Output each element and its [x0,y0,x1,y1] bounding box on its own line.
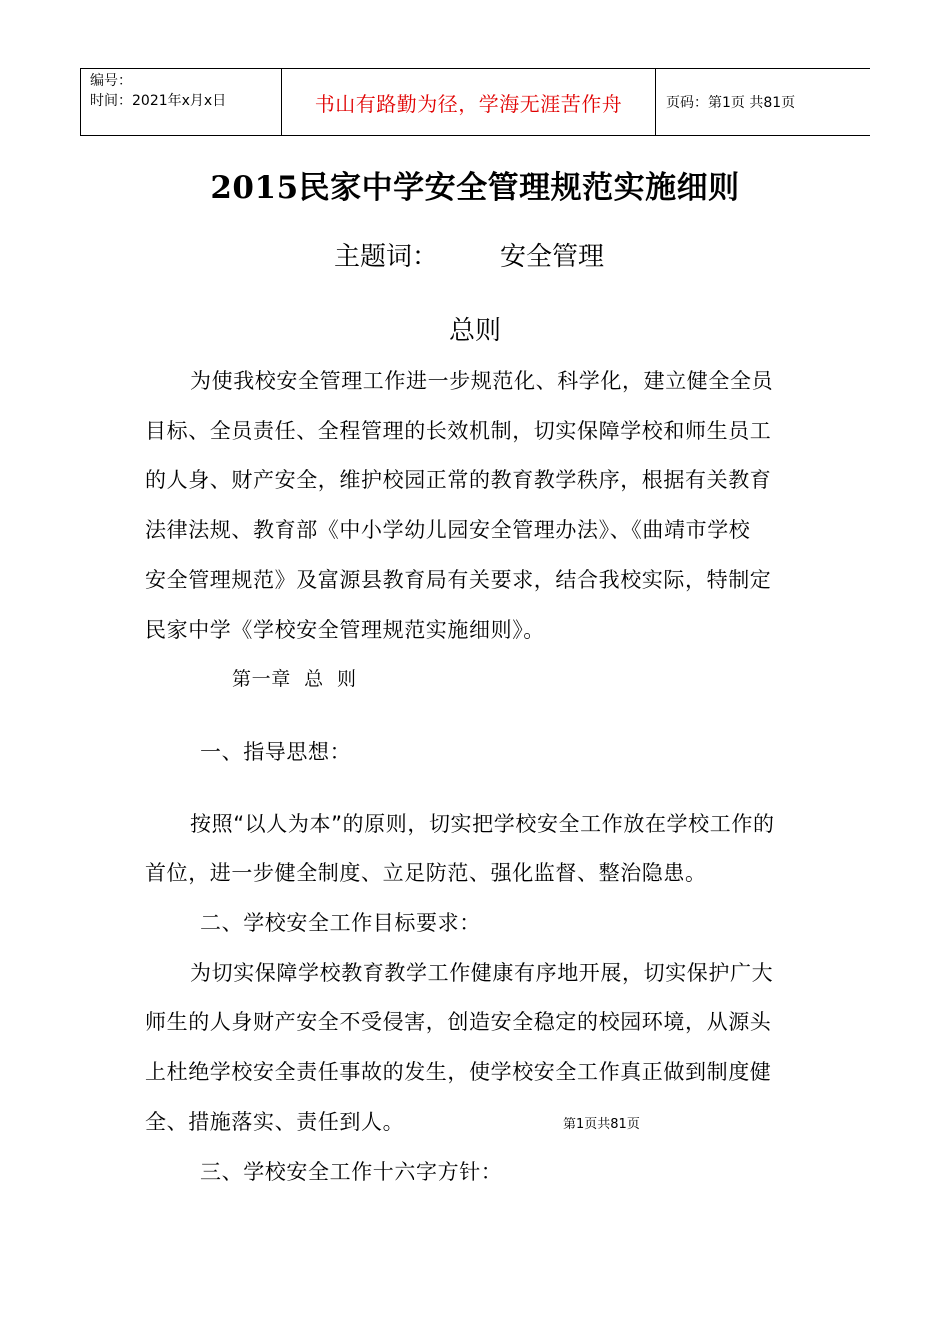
heading-goals: 二、学校安全工作目标要求： [200,911,481,935]
header-table [80,68,870,136]
paragraph-line: 上杜绝学校安全责任事故的发生，使学校安全工作真正做到制度健 [145,1060,772,1084]
paragraph-line: 全、措施落实、责任到人。 [145,1110,405,1134]
intro-line: 为使我校安全管理工作进一步规范化、科学化，建立健全全员 [190,369,774,393]
number-label: 编号： [90,73,132,89]
page-footer: 第1页共81页 [563,1117,640,1132]
document-title: 2015民家中学安全管理规范实施细则 [210,170,740,206]
header-page-label: 页码：第1页 共81页 [666,95,796,111]
section-title: 总则 [448,316,501,346]
subject-line [334,236,604,273]
intro-line: 的人身、财产安全，维护校园正常的教育教学秩序，根据有关教育 [145,468,772,492]
header-info-cell [81,69,282,135]
time-label: 时间：2021年x月x日 [90,93,227,109]
paragraph-line: 首位，进一步健全制度、立足防范、强化监督、整治隐患。 [145,861,707,885]
subject-label: 主题词： [334,242,439,272]
intro-line: 法律法规、教育部《中小学幼儿园安全管理办法》、《曲靖市学校 [145,518,751,542]
header-motto: 书山有路勤为径，学海无涯苦作舟 [282,69,656,135]
paragraph-line: 按照“以人为本”的原则，切实把学校安全工作放在学校工作的 [190,812,775,836]
intro-line: 民家中学《学校安全管理规范实施细则》。 [145,618,545,642]
paragraph-line: 为切实保障学校教育教学工作健康有序地开展，切实保护广大 [190,961,774,985]
intro-line: 安全管理规范》及富源县教育局有关要求，结合我校实际，特制定 [145,568,772,592]
paragraph-line: 师生的人身财产安全不受侵害，创造安全稳定的校园环境，从源头 [145,1010,772,1034]
heading-guiding-ideology: 一、指导思想： [200,740,352,764]
subject-value: 安全管理 [500,242,605,272]
heading-sixteen-char-policy: 三、学校安全工作十六字方针： [200,1160,503,1184]
intro-line: 目标、全员责任、全程管理的长效机制，切实保障学校和师生员工 [145,419,772,443]
chapter-heading: 第一章 总 则 [232,668,357,690]
